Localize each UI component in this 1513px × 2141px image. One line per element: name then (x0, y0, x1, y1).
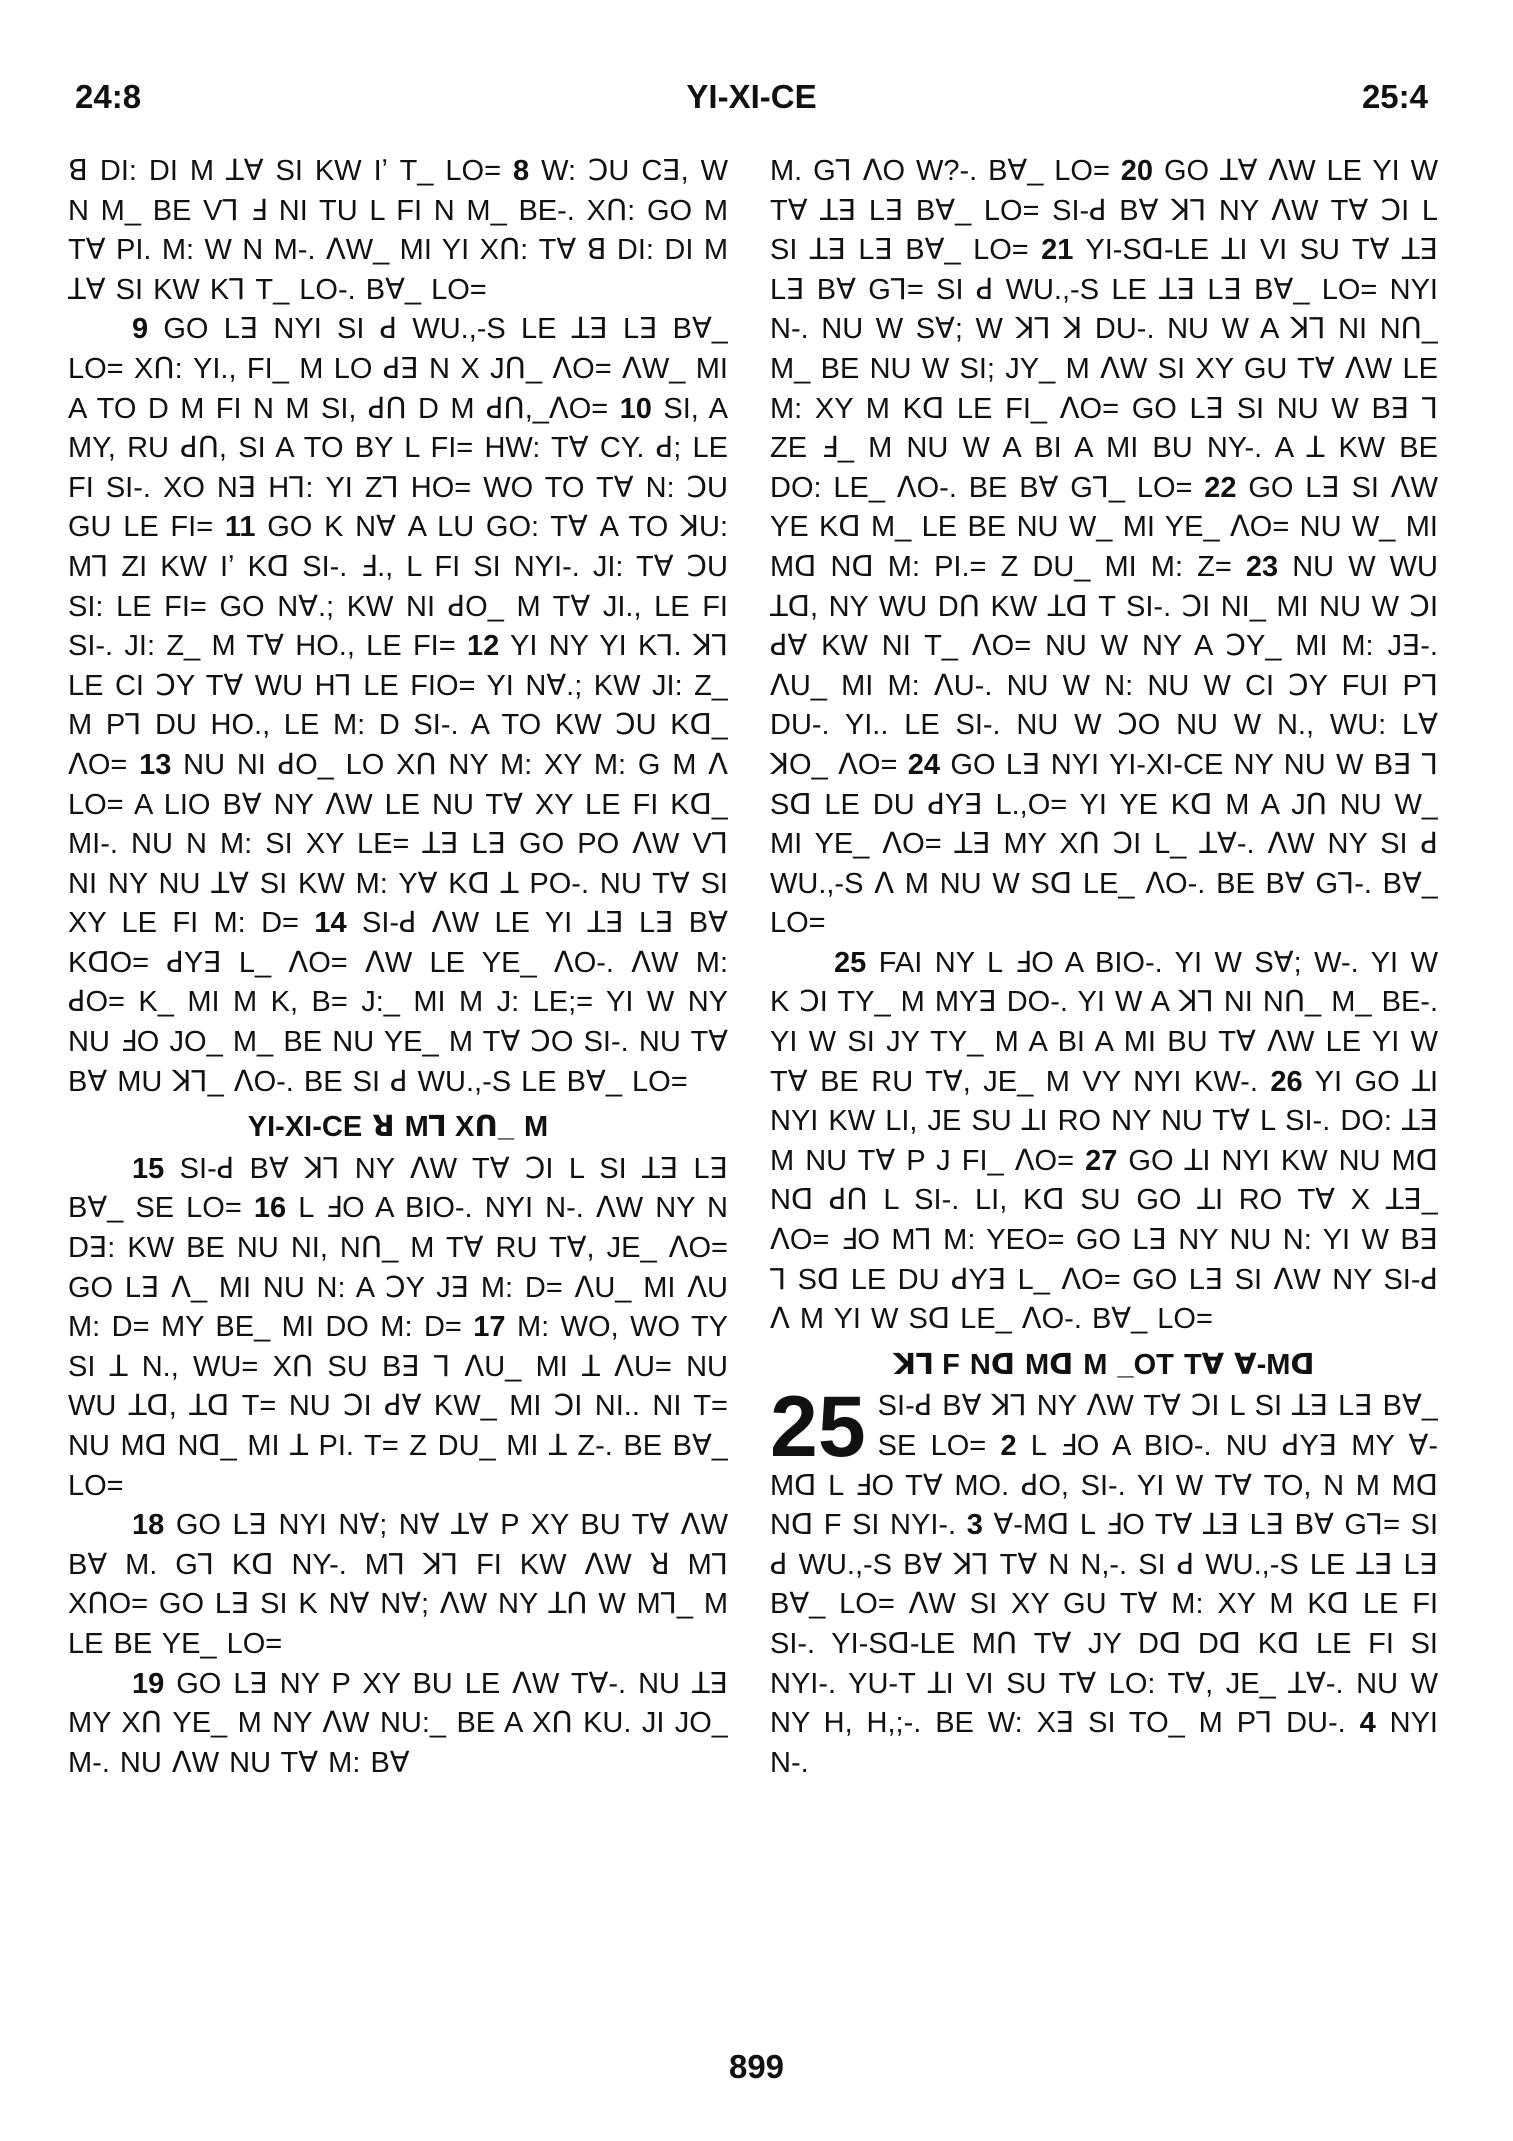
verse-text: ꓯ-Mꓷ L ꓞO Tꓯ ꓕꓱ Lꓱ Bꓯ Gꓶ= SI ꓒ WU.,-S Bꓯ ꓘꓶ Tꓯ N N,-. SI ꓒ WU.,-S LE ꓕꓱ Lꓱ Bꓯ_ LO= ꓥW SI XY GU Tꓯ M: XY M Kꓷ LE FI SI-. YI-Sꓷ-LE Mꓵ Tꓯ JY Dꓷ Dꓷ Kꓷ LE FI SI NYI-. YU-T ꓕI VI SU Tꓯ LO: Tꓯ, JE_ ꓕꓯ-. NU W NY H, H,;-. BE W: Xꓱ SI TO_ M Pꓶ DU-. (770, 1509, 1438, 1740)
chapter-number: 25 (770, 1379, 866, 1476)
header-book-title: YI-XI-CE (686, 78, 817, 115)
verse-number: 14 (314, 907, 347, 940)
verse-text: FAI NY L ꓞO A BIO-. YI W Sꓯ; W-. YI W K ꓛI TY_ M MYꓱ DO-. YI W A ꓘꓶ NI Nꓵ_ M_ BE-. YI W SI JY TY_ M A BI A MI BU Tꓯ ꓥW LE YI W Tꓯ BE RU Tꓯ, JE_ M VY NYI KW-. (770, 946, 1438, 1098)
verse-number: 20 (1120, 155, 1154, 187)
page-number: 899 (728, 2048, 785, 2085)
verse-number: 13 (139, 748, 172, 781)
paragraph (68, 310, 728, 1102)
verse-text: L ꓞO A BIO-. NU ꓒYꓱ MY ꓯ-Mꓷ L ꓞO Tꓯ MO. ꓒO, SI-. YI W Tꓯ TO, N M Mꓷ Nꓷ F SI NYI-. (770, 1430, 1438, 1542)
paragraph (770, 152, 1438, 944)
verse-number: 8 (513, 155, 530, 187)
verse-number: 23 (1245, 550, 1279, 583)
verse-number: 22 (1204, 471, 1237, 504)
paragraph (770, 1379, 1438, 1783)
verse-number: 10 (619, 392, 652, 425)
verse-number: 26 (1270, 1065, 1303, 1098)
verse-text: W: ꓛU Cꓱ, W N M_ BE Vꓶ ꓞ NI TU L FI N M_ BE-. Xꓵ: GO M Tꓯ PI. M: W N M-. ꓥW_ MI YI Xꓵ: Tꓯ ꓭ DI: DI M ꓕꓯ SI KW Kꓶ T_ LO-. Bꓯ_ LO= (68, 155, 728, 306)
running-header (75, 78, 1428, 128)
verse-number: 21 (1041, 234, 1074, 267)
verse-number: 27 (1085, 1144, 1118, 1177)
verse-number: 2 (1000, 1430, 1017, 1462)
verse-number: 25 (834, 946, 867, 979)
verse-text: GO K Nꓯ A LU GO: Tꓯ A TO ꓘU: Mꓶ ZI KW Iʼ Kꓷ SI-. ꓞ., L FI SI NYI-. JI: Tꓯ ꓛU SI: LE FI= GO Nꓯ.; KW NI ꓒO_ M Tꓯ JI., LE FI SI-. JI: Z_ M Tꓯ HO., LE FI= (68, 511, 728, 663)
verse-text: GO Lꓱ SI ꓥW YE Kꓷ M_ LE BE NU W_ MI YE_ ꓥO= NU W_ MI Mꓷ Nꓷ M: PI.= Z DU_ MI M: Z= (770, 471, 1438, 583)
verse-number: 24 (907, 748, 941, 781)
verse-text: SI-ꓒ ꓥW LE YI ꓕꓱ Lꓱ Bꓯ KꓷO= ꓒYꓱ L_ ꓥO= ꓥW LE YE_ ꓥO-. ꓥW M: ꓒO= K_ MI M K, B= J:_ MI M J: LE;= YI W NY NU ꓞO JO_ M_ BE NU YE_ M Tꓯ ꓛO SI-. NU Tꓯ Bꓯ MU ꓘꓶ_ ꓥO-. BE SI ꓒ WU.,-S LE Bꓯ_ LO= (68, 907, 728, 1098)
verse-number: 9 (132, 313, 149, 346)
verse-text: SI-ꓒ Bꓯ ꓘꓶ NY ꓥW Tꓯ ꓛI L SI ꓕꓱ Lꓱ Bꓯ_ SE LO= (68, 1152, 728, 1225)
paragraph (68, 152, 728, 310)
paragraph (770, 944, 1438, 1340)
right-column (770, 152, 1438, 2012)
verse-text: YI GO ꓕI NYI KW LI, JE SU ꓕI RO NY NU Tꓯ L SI-. DO: ꓕꓱ M NU Tꓯ P J FI_ ꓥO= (770, 1065, 1438, 1177)
verse-text: M. Gꓶ ꓥO W?-. Bꓯ_ LO= (770, 155, 1121, 187)
header-right-reference: 25:4 (1361, 78, 1428, 115)
header-left-reference: 24:8 (75, 78, 142, 115)
verse-text: NYI N-. (770, 1707, 1438, 1779)
verse-number: 16 (253, 1192, 287, 1225)
verse-text: GO Lꓱ NYI SI ꓒ WU.,-S LE ꓕꓱ Lꓱ Bꓯ_ LO= Xꓵ: YI., FI_ M LO ꓒꓱ N X Jꓵ_ ꓥO= ꓥW_ MI A TO D M FI N M SI, ꓒꓵ D M ꓒꓵ,_ꓥO= (68, 313, 728, 425)
verse-text: GO Lꓱ NYI Nꓯ; Nꓯ ꓕꓯ P XY BU Tꓯ ꓥW Bꓯ M. Gꓶ Kꓷ NY-. Mꓶ ꓘꓶ FI KW ꓥW ꓤ Mꓶ XꓵO= GO Lꓱ SI K Nꓯ Nꓯ; ꓥW NY ꓕꓵ W Mꓶ_ M LE BE YE_ LO= (68, 1509, 728, 1660)
verse-text: ꓭ DI: DI M ꓕꓯ SI KW Iʼ T_ LO= (68, 155, 513, 187)
verse-text: YI-Sꓷ-LE ꓕI VI SU Tꓯ ꓕꓱ Lꓱ Bꓯ Gꓶ= SI ꓒ WU.,-S LE ꓕꓱ Lꓱ Bꓯ_ LO= NYI N-. NU W Sꓯ; W ꓘꓶ ꓘ DU-. NU W A ꓘꓶ NI Nꓵ_ M_ BE NU W SI; JY_ M ꓥW SI XY GU Tꓯ ꓥW LE M: XY M Kꓷ LE FI_ ꓥO= GO Lꓱ SI NU W Bꓱ ꓶ ZE ꓞ_ M NU W A BI A MI BU NY-. A ꓕ KW BE DO: LE_ ꓥO-. BE Bꓯ Gꓶ_ LO= (770, 234, 1438, 504)
verse-text: L ꓞO A BIO-. NYI N-. ꓥW NY N Dꓱ: KW BE NU NI, Nꓵ_ M Tꓯ RU Tꓯ, JE_ ꓥO= GO Lꓱ ꓥ_ MI NU N: A ꓛY Jꓱ M: D= ꓥU_ MI ꓥU M: D= MY BE_ MI DO M: D= (68, 1192, 728, 1344)
verse-number: 3 (966, 1509, 983, 1542)
verse-text: SI, A MY, RU ꓒꓵ, SI A TO BY L FI= HW: Tꓯ CY. ꓒ; LE FI SI-. XO Nꓱ Hꓶ: YI Zꓶ HO= WO TO Tꓯ N: ꓛU GU LE FI= (68, 392, 728, 544)
verse-text: NU W WU ꓕꓷ, NY WU Dꓵ KW ꓕꓷ T SI-. ꓛI NI_ MI NU W ꓛI ꓒꓯ KW NI T_ ꓥO= NU W NY A ꓛY_ MI M: Jꓱ-. ꓥU_ MI M: ꓥU-. NU W N: NU W CI ꓛY FUI Pꓶ DU-. YI.. LE SI-. NU W ꓛO NU W N., WU: Lꓯ ꓘO_ ꓥO= (770, 550, 1438, 781)
verse-text: GO Lꓱ NYI YI-XI-CE NY NU W Bꓱ ꓶ Sꓷ LE DU ꓒYꓱ L.,O= YI YE Kꓷ M A Jꓵ NU W_ MI YE_ ꓥO= ꓕꓱ MY Xꓵ ꓛI L_ ꓕꓯ-. ꓥW NY SI ꓒ WU.,-S ꓥ M NU W Sꓷ LE_ ꓥO-. BE Bꓯ Gꓶ-. Bꓯ_ LO= (770, 748, 1438, 940)
verse-text: SI-ꓒ Bꓯ ꓘꓶ NY ꓥW Tꓯ ꓛI L SI ꓕꓱ Lꓱ Bꓯ_ SE LO= (877, 1390, 1438, 1462)
verse-text: NU NI ꓒO_ LO Xꓵ NY M: XY M: G M ꓥ LO= A LIO Bꓯ NY ꓥW LE NU Tꓯ XY LE FI Kꓷ_ MI-. NU N M: SI XY LE= ꓕꓱ Lꓱ GO PO ꓥW Vꓶ NI NY NU ꓕꓯ SI KW M: Yꓯ Kꓷ ꓕ PO-. NU Tꓯ SI XY LE FI M: D= (68, 748, 728, 940)
verse-number: 15 (132, 1152, 165, 1185)
verse-text: YI NY YI Kꓶ. ꓘꓶ LE CI ꓛY Tꓯ WU Hꓶ LE FIO= YI Nꓯ.; KW JI: Z_ M Pꓶ DU HO., LE M: D SI-. A TO KW ꓛU Kꓷ_ ꓥO= (68, 630, 728, 781)
verse-number: 17 (473, 1311, 506, 1344)
verse-text: GO ꓕI NYI KW NU Mꓷ Nꓷ ꓒꓵ L SI-. LI, Kꓷ SU GO ꓕI RO Tꓯ X ꓕꓱ_ ꓥO= ꓞO Mꓶ M: YEO= GO Lꓱ NY NU N: YI W Bꓱ ꓶ Sꓷ LE DU ꓒYꓱ L_ ꓥO= GO Lꓱ SI ꓥW NY SI-ꓒ ꓥ M YI W Sꓷ LE_ ꓥO-. Bꓯ_ LO= (770, 1144, 1438, 1336)
verse-number: 18 (132, 1509, 165, 1542)
left-column (68, 152, 728, 2012)
verse-text: GO Lꓱ NY P XY BU LE ꓥW Tꓯ-. NU ꓕꓱ MY Xꓵ YE_ M NY ꓥW NU:_ BE A Xꓵ KU. JI JO_ M-. NU ꓥW NU Tꓯ M: Bꓯ (68, 1667, 728, 1779)
verse-number: 12 (466, 630, 500, 663)
verse-number: 4 (1359, 1707, 1376, 1740)
verse-number: 19 (132, 1667, 165, 1700)
section-heading: YI-XI-CE ꓤ Mꓶ Xꓵ_ M (247, 1111, 549, 1144)
verse-text: GO ꓕꓯ ꓥW LE YI W Tꓯ ꓕꓱ Lꓱ Bꓯ_ LO= SI-ꓒ Bꓯ ꓘꓶ NY ꓥW Tꓯ ꓛI L SI ꓕꓱ Lꓱ Bꓯ_ LO= (770, 155, 1438, 267)
paragraph (68, 1665, 728, 1784)
paragraph (68, 1506, 728, 1664)
verse-text: M: WO, WO TY SI ꓕ N., WU= Xꓵ SU Bꓱ ꓶ ꓥU_ MI ꓕ ꓥU= NU WU ꓕꓷ, ꓕꓷ T= NU ꓛI ꓒꓯ KW_ MI ꓛI NI.. NI T= NU Mꓷ Nꓷ_ MI ꓕ PI. T= Z DU_ MI ꓕ Z-. BE Bꓯ_ LO= (68, 1311, 728, 1502)
verse-number: 11 (224, 511, 256, 544)
paragraph (68, 1150, 728, 1506)
section-heading: ꓘꓶ F Nꓷ Mꓷ M _OT Tꓯ ꓯ-Mꓷ (893, 1348, 1315, 1381)
